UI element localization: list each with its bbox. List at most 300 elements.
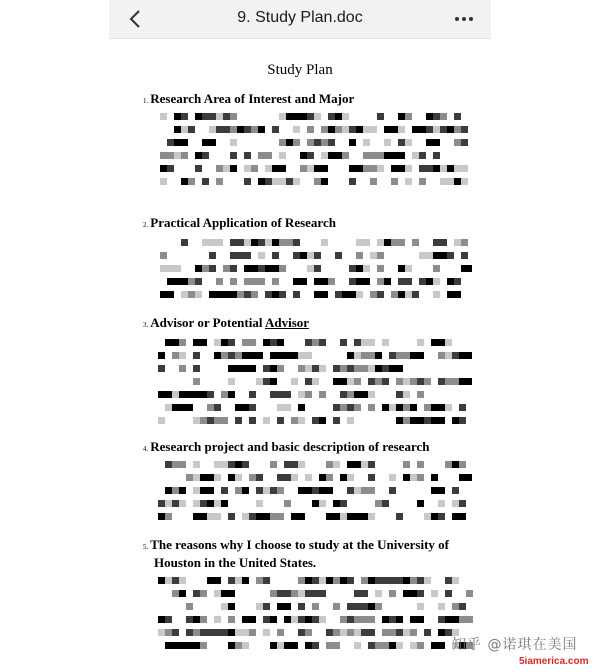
redaction-pixel — [202, 113, 209, 120]
redaction-pixel — [244, 265, 258, 272]
redaction-pixel — [440, 113, 447, 120]
redaction-pixel — [312, 642, 319, 649]
redaction-pixel — [433, 265, 440, 272]
redaction-pixel — [242, 577, 249, 584]
redaction-pixel — [403, 629, 410, 636]
redaction-pixel — [356, 126, 363, 133]
redaction-pixel — [459, 603, 466, 610]
redaction-pixel — [272, 252, 279, 259]
redaction-pixel — [321, 152, 328, 159]
redaction-pixel — [305, 339, 312, 346]
redaction-pixel — [270, 616, 277, 623]
redaction-pixel — [454, 113, 461, 120]
redaction-pixel — [284, 404, 291, 411]
redaction-pixel — [298, 461, 305, 468]
redaction-pixel — [249, 352, 263, 359]
redaction-pixel — [202, 265, 209, 272]
redaction-pixel — [347, 487, 354, 494]
redaction-pixel — [410, 642, 417, 649]
redaction-pixel — [221, 590, 235, 597]
redaction-pixel — [447, 291, 461, 298]
redaction-pixel — [298, 404, 305, 411]
redaction-pixel — [242, 616, 256, 623]
redaction-pixel — [305, 352, 312, 359]
redaction-pixel — [172, 404, 186, 411]
redaction-pixel — [417, 500, 424, 507]
redaction-pixel — [445, 461, 452, 468]
redaction-pixel — [228, 378, 235, 385]
redaction-pixel — [207, 391, 214, 398]
redaction-pixel — [263, 577, 270, 584]
redaction-pixel — [277, 513, 284, 520]
redaction-pixel — [207, 500, 214, 507]
redaction-pixel — [405, 278, 412, 285]
redaction-pixel — [410, 629, 417, 636]
redaction-pixel — [265, 291, 272, 298]
redaction-pixel — [328, 113, 335, 120]
more-button[interactable] — [451, 8, 477, 30]
redaction-pixel — [277, 417, 284, 424]
back-button[interactable] — [123, 7, 147, 31]
redaction-pixel — [424, 378, 431, 385]
redaction-pixel — [284, 391, 291, 398]
redaction-pixel — [291, 417, 298, 424]
redaction-pixel — [417, 590, 424, 597]
redaction-pixel — [209, 252, 216, 259]
redaction-pixel — [396, 352, 403, 359]
redaction-pixel — [368, 642, 375, 649]
redaction-pixel — [265, 239, 272, 246]
redaction-pixel — [375, 352, 382, 359]
redaction-pixel — [314, 139, 321, 146]
redaction-pixel — [237, 126, 244, 133]
redaction-pixel — [333, 500, 340, 507]
redaction-pixel — [216, 239, 223, 246]
redaction-pixel — [459, 461, 466, 468]
redaction-pixel — [340, 404, 347, 411]
redaction-pixel — [214, 339, 221, 346]
redaction-pixel — [382, 500, 389, 507]
redaction-pixel — [452, 513, 466, 520]
redaction-pixel — [384, 139, 391, 146]
redaction-pixel — [235, 474, 242, 481]
redaction-pixel — [405, 291, 412, 298]
redaction-pixel — [333, 642, 340, 649]
redaction-pixel — [417, 642, 424, 649]
redaction-pixel — [389, 577, 396, 584]
redaction-pixel — [447, 278, 454, 285]
redaction-pixel — [298, 513, 305, 520]
redaction-pixel — [249, 513, 256, 520]
redaction-pixel — [221, 603, 228, 610]
redaction-pixel — [326, 642, 333, 649]
redaction-pixel — [202, 239, 209, 246]
redaction-pixel — [314, 252, 321, 259]
redaction-pixel — [349, 126, 356, 133]
redaction-pixel — [230, 239, 237, 246]
redaction-pixel — [377, 113, 384, 120]
redaction-pixel — [347, 378, 354, 385]
redaction-pixel — [307, 265, 314, 272]
redaction-pixel — [158, 577, 165, 584]
redaction-pixel — [312, 487, 319, 494]
redaction-pixel — [207, 417, 214, 424]
redaction-pixel — [256, 378, 263, 385]
section-title-underlined: Advisor — [264, 315, 310, 330]
redaction-pixel — [433, 291, 440, 298]
redaction-pixel — [298, 629, 305, 636]
redaction-pixel — [293, 252, 300, 259]
redaction-pixel — [172, 391, 179, 398]
redaction-pixel — [223, 265, 230, 272]
redaction-pixel — [363, 165, 370, 172]
redaction-pixel — [382, 365, 389, 372]
redaction-pixel — [410, 616, 424, 623]
redaction-pixel — [172, 590, 179, 597]
redaction-pixel — [242, 487, 249, 494]
redaction-pixel — [382, 642, 389, 649]
redaction-pixel — [335, 291, 342, 298]
redaction-pixel — [410, 577, 417, 584]
redaction-pixel — [410, 404, 417, 411]
redaction-pixel — [202, 139, 216, 146]
redaction-pixel — [235, 487, 242, 494]
redaction-pixel — [256, 513, 270, 520]
redaction-pixel — [307, 165, 314, 172]
redaction-pixel — [361, 461, 368, 468]
redaction-pixel — [445, 404, 452, 411]
redaction-pixel — [405, 113, 412, 120]
redaction-pixel — [384, 126, 398, 133]
redaction-pixel — [200, 417, 207, 424]
redaction-pixel — [181, 239, 188, 246]
redaction-pixel — [249, 474, 256, 481]
redaction-pixel — [368, 461, 375, 468]
redaction-pixel — [391, 152, 405, 159]
redaction-pixel — [319, 590, 326, 597]
redaction-pixel — [396, 391, 403, 398]
redaction-pixel — [221, 461, 228, 468]
redaction-pixel — [249, 339, 256, 346]
redaction-pixel — [242, 461, 249, 468]
redaction-pixel — [165, 616, 172, 623]
redaction-pixel — [426, 139, 440, 146]
redaction-pixel — [382, 629, 389, 636]
redaction-pixel — [335, 126, 342, 133]
redaction-pixel — [382, 404, 389, 411]
redaction-pixel — [431, 474, 438, 481]
redaction-pixel — [354, 603, 361, 610]
redaction-pixel — [277, 365, 284, 372]
redaction-pixel — [277, 339, 284, 346]
redaction-pixel — [368, 391, 375, 398]
redaction-pixel — [258, 278, 265, 285]
redaction-pixel — [417, 339, 424, 346]
redaction-pixel — [370, 126, 377, 133]
redaction-pixel — [426, 252, 433, 259]
redaction-pixel — [396, 616, 403, 623]
redaction-pixel — [354, 352, 361, 359]
redaction-pixel — [426, 113, 433, 120]
redacted-text-block — [160, 113, 472, 197]
redaction-pixel — [326, 629, 333, 636]
redaction-pixel — [389, 487, 396, 494]
document-viewer[interactable] — [0, 39, 600, 672]
redaction-pixel — [326, 474, 333, 481]
redaction-pixel — [193, 487, 200, 494]
redaction-pixel — [256, 487, 263, 494]
section-title: Research project and basic description of research — [150, 439, 430, 454]
redaction-pixel — [349, 165, 363, 172]
redaction-pixel — [438, 603, 445, 610]
redaction-pixel — [461, 239, 468, 246]
redaction-pixel — [195, 278, 202, 285]
redaction-pixel — [368, 487, 375, 494]
redaction-pixel — [452, 487, 459, 494]
redaction-pixel — [354, 339, 361, 346]
redaction-pixel — [230, 139, 237, 146]
redaction-pixel — [193, 629, 200, 636]
redaction-pixel — [347, 603, 354, 610]
redaction-pixel — [263, 487, 270, 494]
redaction-pixel — [214, 404, 221, 411]
redaction-pixel — [181, 291, 188, 298]
redaction-pixel — [445, 352, 452, 359]
redaction-pixel — [160, 252, 167, 259]
redaction-pixel — [347, 513, 361, 520]
redaction-pixel — [314, 265, 321, 272]
redaction-pixel — [321, 165, 328, 172]
redaction-pixel — [279, 178, 286, 185]
redaction-pixel — [461, 178, 468, 185]
redaction-pixel — [279, 113, 286, 120]
redaction-pixel — [356, 278, 363, 285]
redaction-pixel — [461, 265, 472, 272]
redaction-pixel — [314, 291, 328, 298]
redaction-pixel — [319, 365, 326, 372]
redaction-pixel — [242, 642, 249, 649]
redaction-pixel — [251, 126, 258, 133]
redaction-pixel — [172, 500, 179, 507]
redaction-pixel — [165, 577, 172, 584]
redaction-pixel — [375, 642, 382, 649]
redaction-pixel — [424, 417, 431, 424]
redaction-pixel — [433, 252, 447, 259]
redaction-pixel — [279, 165, 286, 172]
redaction-pixel — [284, 474, 291, 481]
section-title: Advisor or Potential — [150, 315, 265, 330]
redaction-pixel — [305, 577, 312, 584]
redaction-pixel — [405, 139, 412, 146]
redaction-pixel — [363, 139, 370, 146]
redaction-pixel — [186, 474, 193, 481]
redaction-pixel — [251, 278, 258, 285]
redaction-pixel — [272, 239, 279, 246]
redaction-pixel — [333, 417, 340, 424]
redaction-pixel — [160, 152, 167, 159]
redaction-pixel — [270, 461, 277, 468]
redaction-pixel — [389, 404, 396, 411]
redaction-pixel — [356, 265, 363, 272]
redaction-pixel — [347, 365, 354, 372]
redaction-pixel — [277, 474, 284, 481]
redaction-pixel — [235, 629, 242, 636]
redaction-pixel — [235, 404, 249, 411]
redaction-pixel — [307, 152, 314, 159]
redaction-pixel — [321, 239, 328, 246]
redaction-pixel — [228, 461, 235, 468]
redaction-pixel — [342, 126, 349, 133]
redaction-pixel — [235, 417, 242, 424]
redaction-pixel — [279, 152, 286, 159]
redaction-pixel — [377, 291, 384, 298]
redaction-pixel — [216, 165, 223, 172]
redaction-pixel — [340, 629, 347, 636]
section-number: 3. — [143, 321, 149, 329]
redaction-pixel — [291, 616, 298, 623]
redaction-pixel — [417, 378, 424, 385]
redaction-pixel — [158, 391, 172, 398]
redaction-pixel — [333, 629, 340, 636]
redaction-pixel — [370, 152, 377, 159]
redaction-pixel — [454, 139, 461, 146]
redaction-pixel — [244, 165, 251, 172]
redaction-pixel — [188, 126, 195, 133]
redaction-pixel — [209, 113, 216, 120]
redaction-pixel — [431, 404, 445, 411]
redaction-pixel — [377, 278, 384, 285]
redaction-pixel — [165, 500, 172, 507]
redaction-pixel — [237, 239, 244, 246]
redaction-pixel — [305, 616, 312, 623]
redaction-pixel — [321, 178, 328, 185]
redaction-pixel — [165, 461, 172, 468]
redaction-pixel — [298, 616, 305, 623]
redaction-pixel — [221, 352, 228, 359]
redaction-pixel — [195, 265, 202, 272]
redaction-pixel — [228, 513, 235, 520]
redaction-pixel — [333, 365, 340, 372]
redaction-pixel — [277, 642, 284, 649]
redaction-pixel — [167, 265, 174, 272]
redaction-pixel — [403, 391, 410, 398]
redaction-pixel — [410, 352, 424, 359]
redaction-pixel — [272, 178, 279, 185]
redaction-pixel — [438, 616, 445, 623]
redaction-pixel — [193, 339, 207, 346]
redaction-pixel — [293, 178, 300, 185]
redaction-pixel — [354, 365, 361, 372]
redaction-pixel — [405, 265, 412, 272]
redaction-pixel — [389, 474, 396, 481]
redaction-pixel — [438, 352, 445, 359]
redaction-pixel — [396, 642, 403, 649]
redaction-pixel — [363, 126, 370, 133]
redaction-pixel — [230, 278, 237, 285]
redaction-pixel — [228, 577, 235, 584]
redaction-pixel — [438, 629, 445, 636]
redaction-pixel — [186, 629, 193, 636]
redaction-pixel — [333, 577, 340, 584]
redaction-pixel — [377, 265, 384, 272]
redaction-pixel — [368, 404, 375, 411]
redaction-pixel — [440, 178, 447, 185]
redaction-pixel — [263, 629, 270, 636]
redaction-pixel — [244, 239, 251, 246]
redaction-pixel — [193, 500, 200, 507]
redaction-pixel — [298, 590, 305, 597]
watermark-text: 知乎 @诺琪在美国 — [452, 637, 578, 653]
redaction-pixel — [342, 291, 356, 298]
section-1-heading — [143, 91, 354, 109]
redaction-pixel — [305, 590, 312, 597]
redaction-pixel — [454, 165, 461, 172]
redaction-pixel — [172, 461, 179, 468]
redaction-pixel — [335, 252, 342, 259]
redaction-pixel — [319, 616, 326, 623]
redaction-pixel — [230, 291, 237, 298]
redaction-pixel — [389, 629, 396, 636]
redaction-pixel — [361, 577, 368, 584]
redaction-pixel — [193, 461, 200, 468]
redaction-pixel — [158, 500, 165, 507]
redaction-pixel — [349, 278, 356, 285]
redaction-pixel — [284, 352, 298, 359]
redaction-pixel — [202, 178, 209, 185]
redaction-pixel — [356, 252, 363, 259]
redaction-pixel — [342, 152, 349, 159]
redaction-pixel — [207, 577, 221, 584]
redaction-pixel — [172, 629, 179, 636]
redaction-pixel — [347, 616, 354, 623]
redaction-pixel — [291, 590, 298, 597]
redaction-pixel — [312, 590, 319, 597]
redaction-pixel — [228, 474, 235, 481]
redaction-pixel — [195, 291, 202, 298]
redacted-text-block — [160, 239, 472, 305]
redaction-pixel — [207, 487, 214, 494]
redaction-pixel — [361, 590, 368, 597]
section-title: Research Area of Interest and Major — [150, 91, 355, 106]
redaction-pixel — [298, 487, 312, 494]
redaction-pixel — [368, 352, 375, 359]
redaction-pixel — [300, 165, 307, 172]
redaction-pixel — [172, 352, 179, 359]
redaction-pixel — [200, 590, 207, 597]
redaction-pixel — [375, 500, 382, 507]
redaction-pixel — [228, 629, 235, 636]
redaction-pixel — [265, 178, 272, 185]
redaction-pixel — [452, 378, 459, 385]
redaction-pixel — [412, 152, 419, 159]
redaction-pixel — [214, 500, 221, 507]
redaction-pixel — [235, 577, 242, 584]
redaction-pixel — [181, 126, 188, 133]
redaction-pixel — [342, 113, 349, 120]
redaction-pixel — [181, 152, 188, 159]
redaction-pixel — [361, 513, 368, 520]
redaction-pixel — [377, 252, 384, 259]
redaction-pixel — [258, 239, 265, 246]
redaction-pixel — [319, 417, 326, 424]
section-title-line-2: Houston in the United States. — [154, 555, 317, 570]
section-number: 4. — [143, 445, 149, 453]
redaction-pixel — [172, 577, 179, 584]
redaction-pixel — [305, 629, 312, 636]
redaction-pixel — [410, 378, 417, 385]
redaction-pixel — [165, 629, 172, 636]
redaction-pixel — [307, 252, 314, 259]
